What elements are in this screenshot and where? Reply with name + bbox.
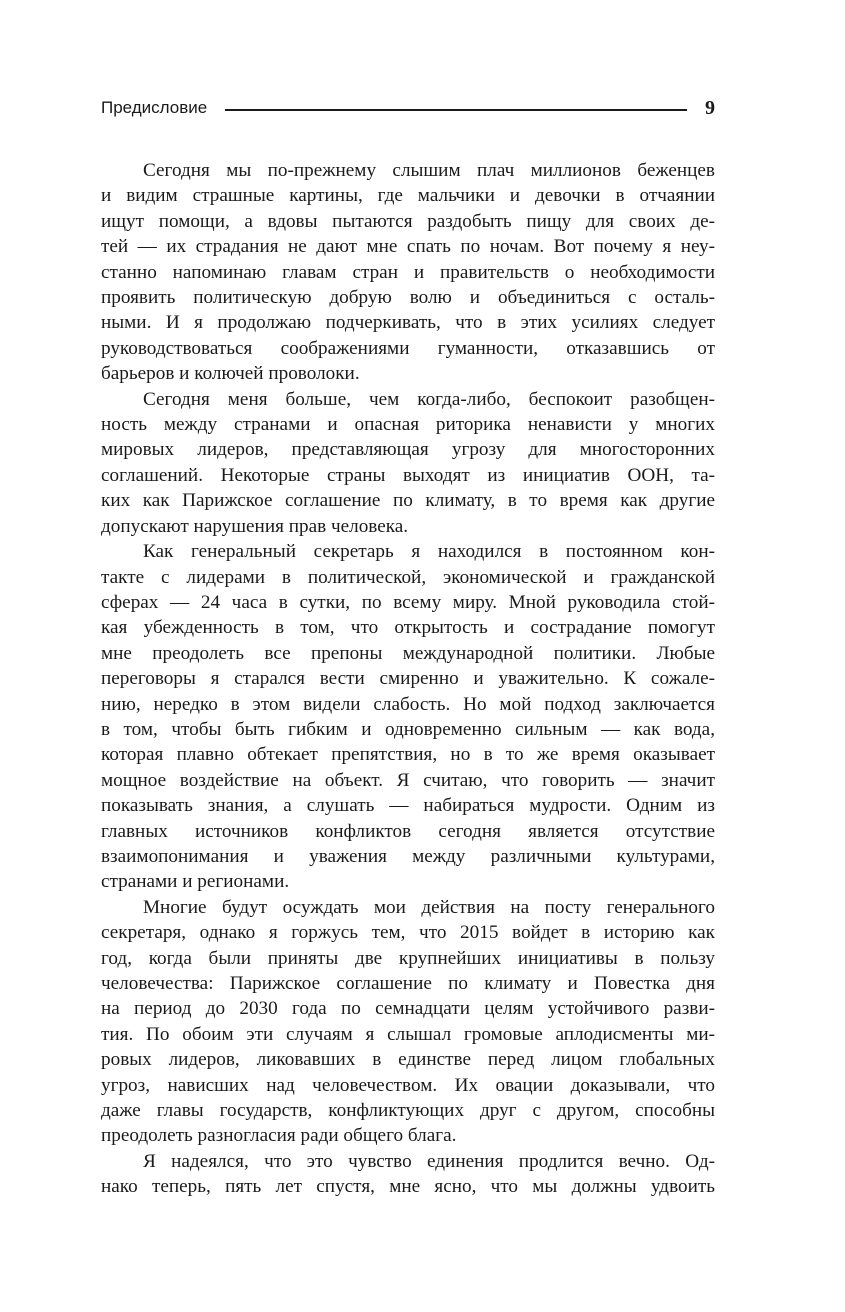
paragraph (101, 1149, 715, 1200)
text-line: кая убежденность в том, что открытость и сострадание помогут (101, 617, 715, 639)
text-line: и видим страшные картины, где мальчики и девочки в отчаянии (101, 185, 715, 207)
text-line: показывать знания, а слушать — набираться мудрости. Одним из (101, 795, 715, 817)
text-line: ищут помощи, а вдовы пытаются раздобыть пищу для своих де- (101, 210, 715, 232)
body-text (101, 158, 715, 1200)
text-line: тия. По обоим эти случаям я слышал громовые аплодисменты ми- (101, 1023, 715, 1045)
paragraph (101, 387, 715, 539)
page-number: 9 (705, 97, 715, 119)
text-line: Сегодня меня больше, чем когда-либо, беспокоит разобщен- (143, 388, 715, 410)
text-line: соглашений. Некоторые страны выходят из инициатив ООН, та- (101, 464, 715, 486)
text-line: преодолеть разногласия ради общего блага. (101, 1125, 457, 1147)
text-line: ровых лидеров, ликовавших в единстве перед лицом глобальных (101, 1049, 715, 1071)
text-line: человечества: Парижское соглашение по климату и Повестка дня (101, 973, 715, 994)
text-line: станно напоминаю главам стран и правительств о необходимости (101, 261, 715, 283)
text-line: ными. И я продолжаю подчеркивать, что в этих усилиях следует (101, 312, 715, 334)
text-line: даже главы государств, конфликтующих друг с другом, способны (101, 1100, 715, 1122)
running-header (101, 96, 715, 122)
paragraph (101, 539, 715, 895)
text-line: нию, нередко в этом видели слабость. Но мой подход заключается (101, 693, 715, 715)
paragraph (101, 158, 715, 387)
text-line: ких как Парижское соглашение по климату, в то время как другие (101, 490, 715, 512)
text-line: Я надеялся, что это чувство единения продлится вечно. Од- (143, 1150, 715, 1172)
text-line: мне преодолеть все препоны международной политики. Любые (101, 642, 715, 664)
text-line: год, когда были приняты две крупнейших инициативы в пользу (101, 947, 715, 969)
text-line: мощное воздействие на объект. Я считаю, что говорить — значит (101, 769, 715, 791)
text-line: странами и регионами. (101, 871, 290, 893)
text-line: угроз, нависших над человечеством. Их овации доказывали, что (101, 1074, 715, 1096)
text-line: такте с лидерами в политической, экономической и гражданской (101, 566, 715, 588)
text-line: мировых лидеров, представляющая угрозу для многосторонних (101, 439, 715, 461)
text-line: барьеров и колючей проволоки. (101, 363, 360, 385)
text-line: секретаря, однако я горжусь тем, что 2015 войдет в историю как (101, 922, 715, 944)
text-line: Как генеральный секретарь я находился в постоянном кон- (143, 541, 715, 563)
chapter-title: Предисловие (101, 98, 208, 117)
text-line: переговоры я старался вести смиренно и уважительно. К сожале- (101, 668, 715, 690)
text-line: главных источников конфликтов сегодня является отсутствие (101, 820, 715, 842)
text-line: тей — их страдания не дают мне спать по ночам. Вот почему я неу- (101, 236, 715, 258)
header-rule (225, 109, 687, 111)
text-line: допускают нарушения прав человека. (101, 515, 409, 537)
text-line: Сегодня мы по-прежнему слышим плач миллионов беженцев (143, 160, 715, 181)
text-line: Многие будут осуждать мои действия на посту генерального (143, 896, 715, 918)
text-line: на период до 2030 года по семнадцати целям устойчивого разви- (101, 998, 715, 1020)
text-line: нако теперь, пять лет спустя, мне ясно, что мы должны удвоить (101, 1176, 715, 1198)
text-line: в том, чтобы быть гибким и одновременно сильным — как вода, (101, 718, 715, 740)
text-line: ность между странами и опасная риторика ненависти у многих (101, 414, 715, 436)
text-line: которая плавно обтекает препятствия, но в то же время оказывает (101, 744, 715, 766)
text-line: проявить политическую добрую волю и объединиться с осталь- (101, 287, 715, 309)
text-line: руководствоваться соображениями гуманности, отказавшись от (101, 337, 715, 359)
paragraph (101, 895, 715, 1149)
text-line: сферах — 24 часа в сутки, по всему миру. Мной руководила стой- (101, 591, 715, 613)
text-line: взаимопонимания и уважения между различными культурами, (101, 845, 715, 867)
